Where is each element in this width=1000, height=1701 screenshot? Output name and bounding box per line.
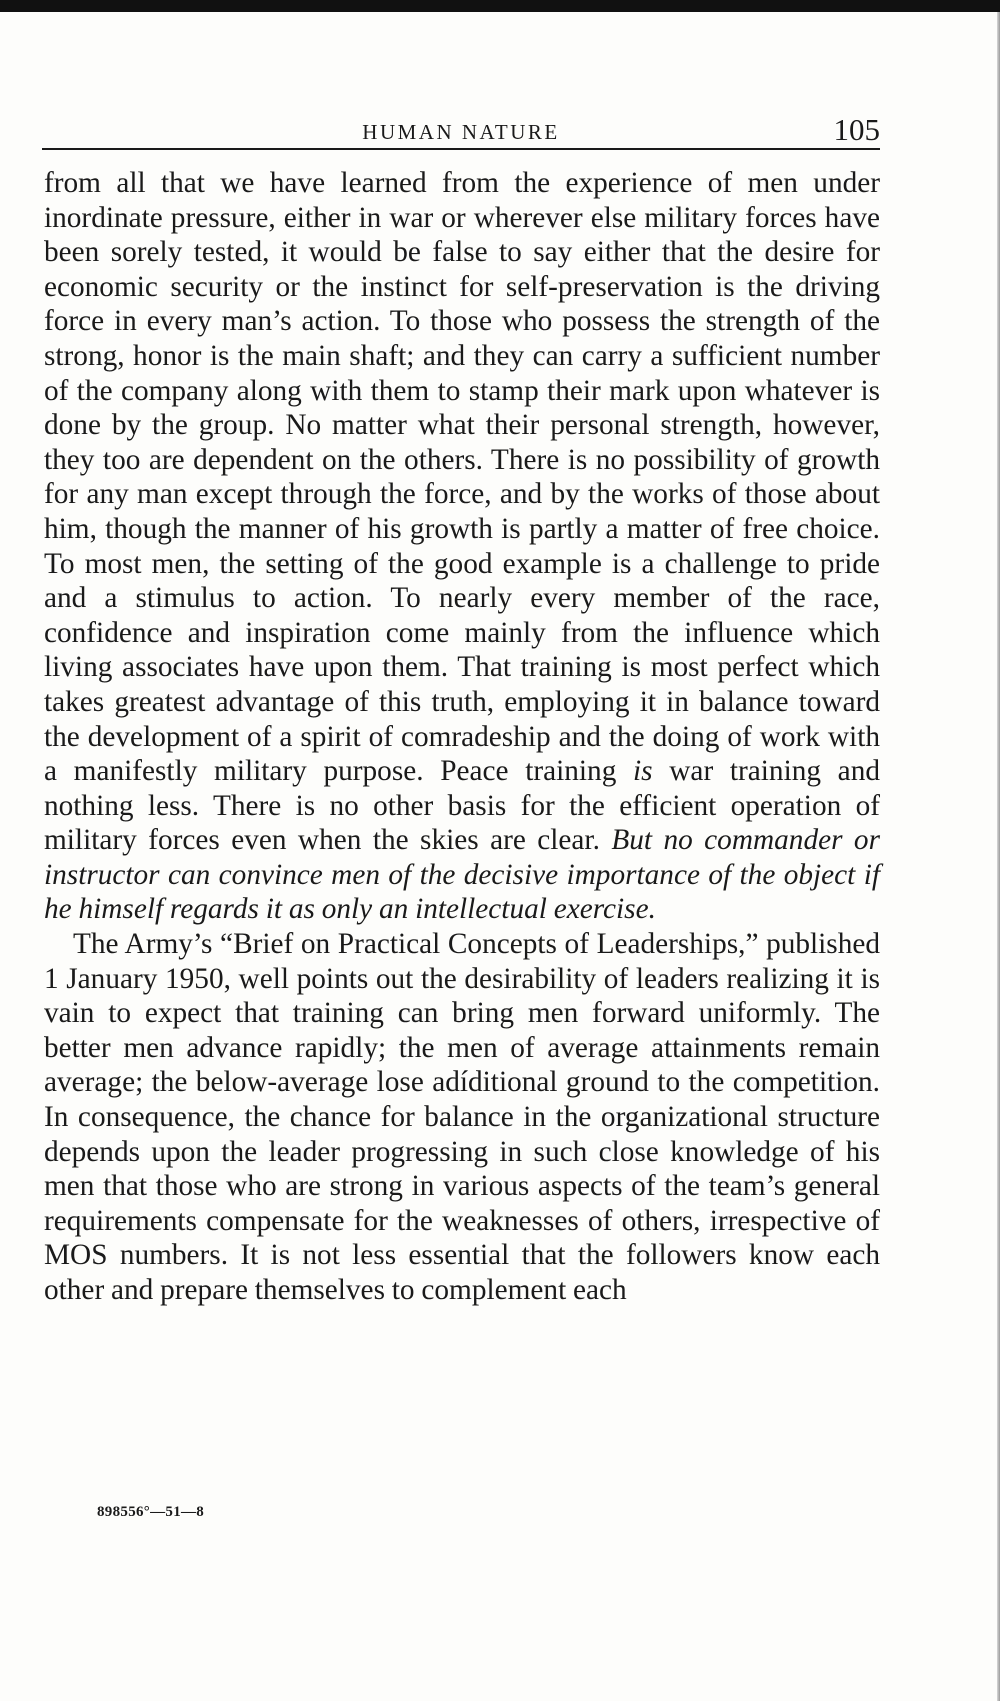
paragraph-1-text: from all that we have learned from the experience of men under inordinate pressure, either in war or wherever else military forces have been sorely tested, it would be false to say either that the desire for economic security or the instinct for self-preservation is the driving force in every man’s action. To those who possess the strength of the strong, honor is the main shaft; and they can carry a sufficient number of the company along with them to stamp their mark upon whatever is done by the group. No matter what their personal strength, however, they too are dependent on the others. There is no possibility of growth for any man except through the force, and by the works of those about him, though the manner of his growth is partly a matter of free choice. To most men, the setting of the good example is a challenge to pride and a stimulus to action. To nearly every member of the race, confidence and inspiration come mainly from the influence which living associates have upon them. That training is most perfect which takes greatest advantage of this truth, employing it in balance toward the development of a spirit of comradeship and the doing of work with a manifestly military purpose. Peace training [44,167,880,788]
footer-print-code: 898556°—51—8 [97,1504,205,1520]
paragraph-1 [44,166,880,927]
paragraph-2 [44,927,880,1308]
running-head [42,112,880,150]
body-text [44,166,880,1308]
paragraph-2-text: The Army’s “Brief on Practical Concepts of Leaderships,” published 1 January 1950, well points out the desirability of leaders realizing it is vain to expect that training can bring men forward uniformly. The better men advance rapidly; the men of average attainments remain average; the below-average lose adíditional ground to the competition. In consequence, the chance for balance in the organizational structure depends upon the leader progressing in such close knowledge of his men that those who are strong in various aspects of the team’s general requirements compensate for the weaknesses of others, irrespective of MOS numbers. It is not less essential that the followers know each other and prepare themselves to complement each [44,928,880,1306]
running-title: HUMAN NATURE [362,120,560,144]
paragraph-1-continuation: war training and nothing less. There is no other basis for the efficient operation of military forces even when the skies are clear. [44,755,880,857]
paragraph-1-italic-conclusion: But no commander or instructor can convince men of the decisive importance of the object if he himself regards it as only an intellectual exercise. [44,824,880,926]
page-number: 105 [833,112,880,147]
paragraph-1-emphasis-is: is [633,755,653,788]
scan-top-edge [0,0,1000,12]
